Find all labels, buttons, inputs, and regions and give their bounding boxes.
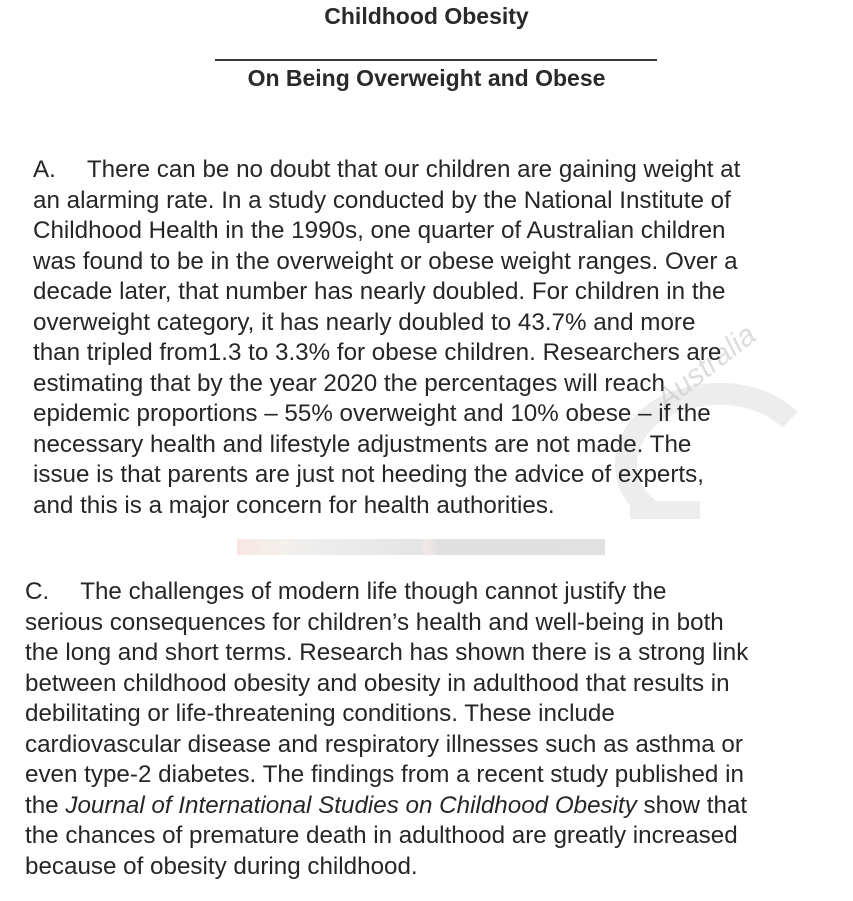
paragraph-marker: C. (25, 578, 50, 605)
paragraph-line: the chances of premature death in adulthood are greatly increased (25, 822, 738, 849)
paragraph-c (25, 577, 748, 882)
watermark-text: Australia (650, 318, 763, 417)
paragraph-line: issue is that parents are just not heeding the advice of experts, (33, 461, 704, 488)
paragraph-line: decade later, that number has nearly doubled. For children in the (33, 278, 726, 305)
paragraph-line: than tripled from1.3 to 3.3% for obese children. Researchers are (33, 339, 722, 366)
paragraph-line: because of obesity during childhood. (25, 852, 418, 880)
paragraph-line: A. There can be no doubt that our children are gaining weight at (33, 156, 741, 183)
document-title: Childhood Obesity (324, 3, 529, 29)
paragraph-line: overweight category, it has nearly doubled to 43.7% and more (33, 308, 696, 336)
paragraph-line: was found to be in the overweight or obese weight ranges. Over a (33, 247, 738, 275)
paragraph-marker: A. (33, 156, 56, 183)
document-subtitle: On Being Overweight and Obese (247, 65, 606, 91)
paragraph-line: the Journal of International Studies on Childhood Obesity show that (25, 791, 748, 819)
paragraph-line: and this is a major concern for health authorities. (33, 491, 555, 519)
journal-title: Journal of International Studies on Childhood Obesity (65, 791, 637, 819)
paragraph-line: between childhood obesity and obesity in adulthood that results in (25, 669, 730, 697)
paragraph-line: an alarming rate. In a study conducted by the National Institute of (33, 186, 731, 214)
paragraph-line: estimating that by the year 2020 the percentages will reach (33, 369, 665, 397)
paragraph-line: C. The challenges of modern life though cannot justify the (25, 578, 667, 605)
paragraph-line: necessary health and lifestyle adjustments are not made. The (33, 430, 692, 458)
paragraph-line: serious consequences for children’s health and well-being in both (25, 608, 724, 636)
title-divider (215, 59, 657, 61)
paragraph-line: cardiovascular disease and respiratory illnesses such as asthma or (25, 730, 743, 758)
paragraph-line: Childhood Health in the 1990s, one quarter of Australian children (33, 217, 726, 244)
paragraph-a (33, 155, 740, 521)
cropped-image-strip (237, 539, 605, 555)
paragraph-line: epidemic proportions – 55% overweight and 10% obese – if the (33, 400, 711, 427)
paragraph-line: the long and short terms. Research has shown there is a strong link (25, 639, 749, 666)
paragraph-line: debilitating or life-threatening conditions. These include (25, 700, 615, 727)
paragraph-line: even type-2 diabetes. The findings from a recent study published in (25, 761, 744, 788)
